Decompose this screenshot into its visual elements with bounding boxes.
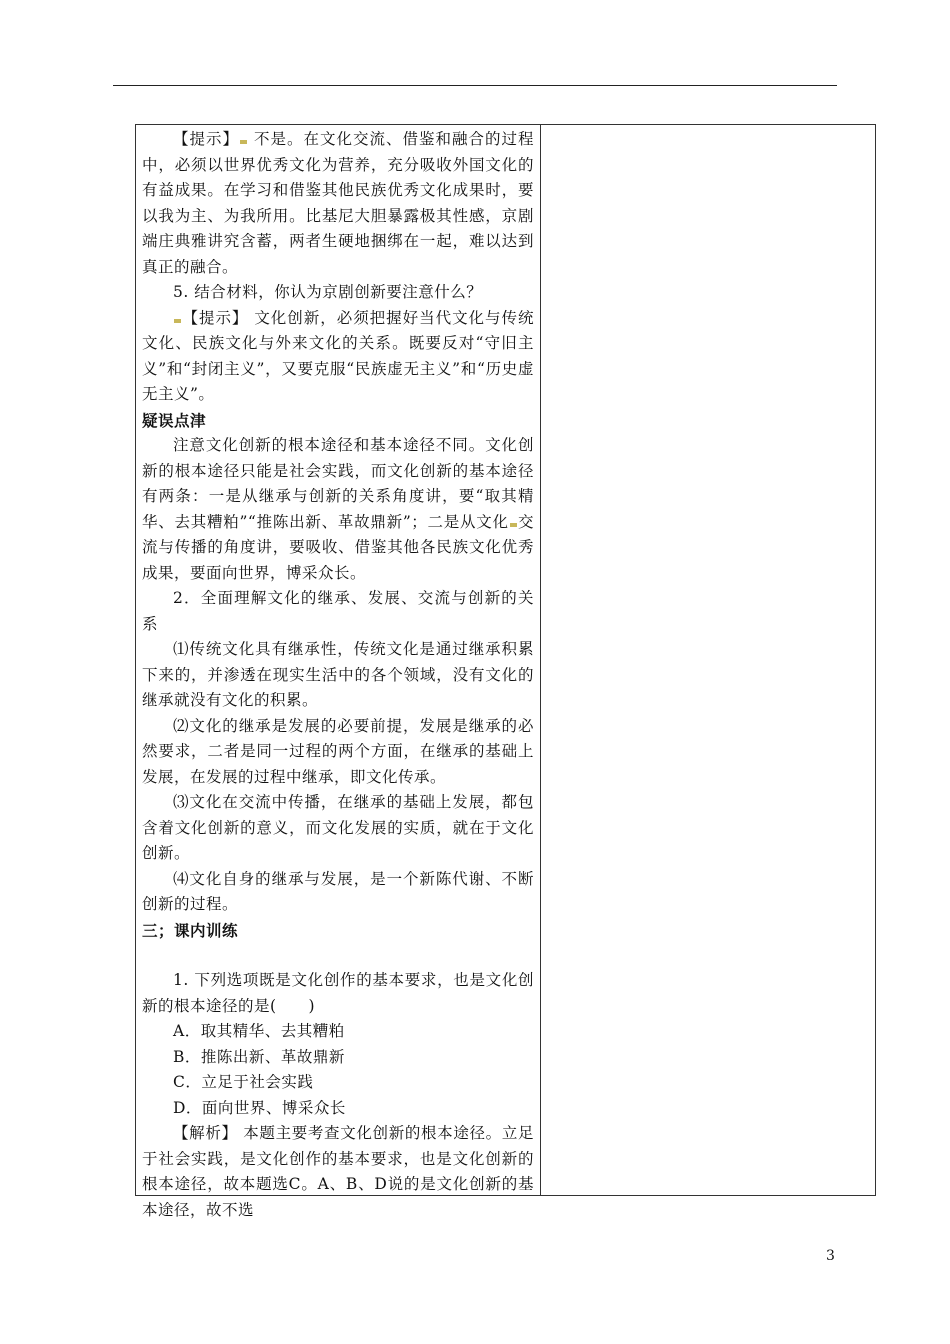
blank-line [142,943,534,968]
header-rule [113,85,837,86]
page-number: 3 [826,1248,835,1264]
option-d: D．面向世界、博采众长 [173,1098,346,1117]
highlight-marker [510,523,517,527]
highlight-marker [174,319,181,323]
point-2-item-4: ⑷文化自身的继承与发展，是一个新陈代谢、不断创新的过程。 [142,869,534,913]
hint-text: 不是。在文化交流、借鉴和融合的过程中，必须以世界优秀文化为营养，充分吸收外国文化的有益成果。在学习和借鉴其他民族优秀文化成果时，要以我为主、为我所用。比基尼大胆暴露极其性感，京剧端庄典雅讲究含蓄，两者生硬地捆绑在一起，难以达到真正的融合。 [142,130,534,276]
option-a: A．取其精华、去其糟粕 [173,1022,345,1040]
option-b: B．推陈出新、革故鼎新 [173,1047,345,1066]
section-heading-doubts: 疑误点津 [142,410,207,430]
hint-paragraph-1 [142,127,534,280]
left-cell [142,127,534,1223]
hint-text: 文化创新，必须把握好当代文化与传统文化、民族文化与外来文化的关系。既要反对“守旧主义”和“封闭主义”，又要克服“民族虚无主义”和“历史虚无主义”。 [142,308,534,403]
point-2-item-3: ⑶文化在交流中传播，在继承的基础上发展，都包含着文化创新的意义，而文化发展的实质，就在于文化创新。 [142,793,534,862]
hint-label: 【提示】 [173,130,240,148]
content-table [135,124,876,1219]
point-2: 2．全面理解文化的继承、发展、交流与创新的关系 [142,589,534,633]
section-heading-training: 三；课内训练 [142,920,239,940]
analysis-label: 【解析】 [173,1124,238,1142]
analysis-paragraph [142,1121,534,1223]
hint-label: 【提示】 [182,308,249,327]
doubts-text-continued: 交流与传播的角度讲，要吸收、借鉴其他各民族文化优秀成果，要面向世界，博采众长。 [142,512,534,582]
analysis-text: 本题主要考查文化创新的根本途径。立足于社会实践，是文化创作的基本要求，也是文化创新的根本途径，故本题选C。A、B、D说的是文化创新的基本途径，故不选 [142,1124,534,1219]
doubts-text: 注意文化创新的根本途径和基本途径不同。文化创新的根本途径只能是社会实践，而文化创新的基本途径有两条：一是从继承与创新的关系角度讲，要“取其精华、去其糟粕”“推陈出新、革故鼎新”；二是从文化 [142,436,534,531]
doubts-paragraph [142,433,534,586]
option-c: C．立足于社会实践 [173,1073,314,1091]
question-5: 5. 结合材料，你认为京剧创新要注意什么？ [173,283,483,301]
hint-paragraph-2 [142,306,534,408]
column-divider [540,125,541,1195]
highlight-marker [240,140,247,144]
point-2-item-2: ⑵文化的继承是发展的必要前提，发展是继承的必然要求，二者是同一过程的两个方面，在继承的基础上发展，在发展的过程中继承，即文化传承。 [142,716,534,786]
point-2-item-1: ⑴传统文化具有继承性，传统文化是通过继承积累下来的，并渗透在现实生活中的各个领域，没有文化的继承就没有文化的积累。 [142,640,534,709]
question-1: 1. 下列选项既是文化创作的基本要求，也是文化创新的根本途径的是( ) [142,971,534,1015]
